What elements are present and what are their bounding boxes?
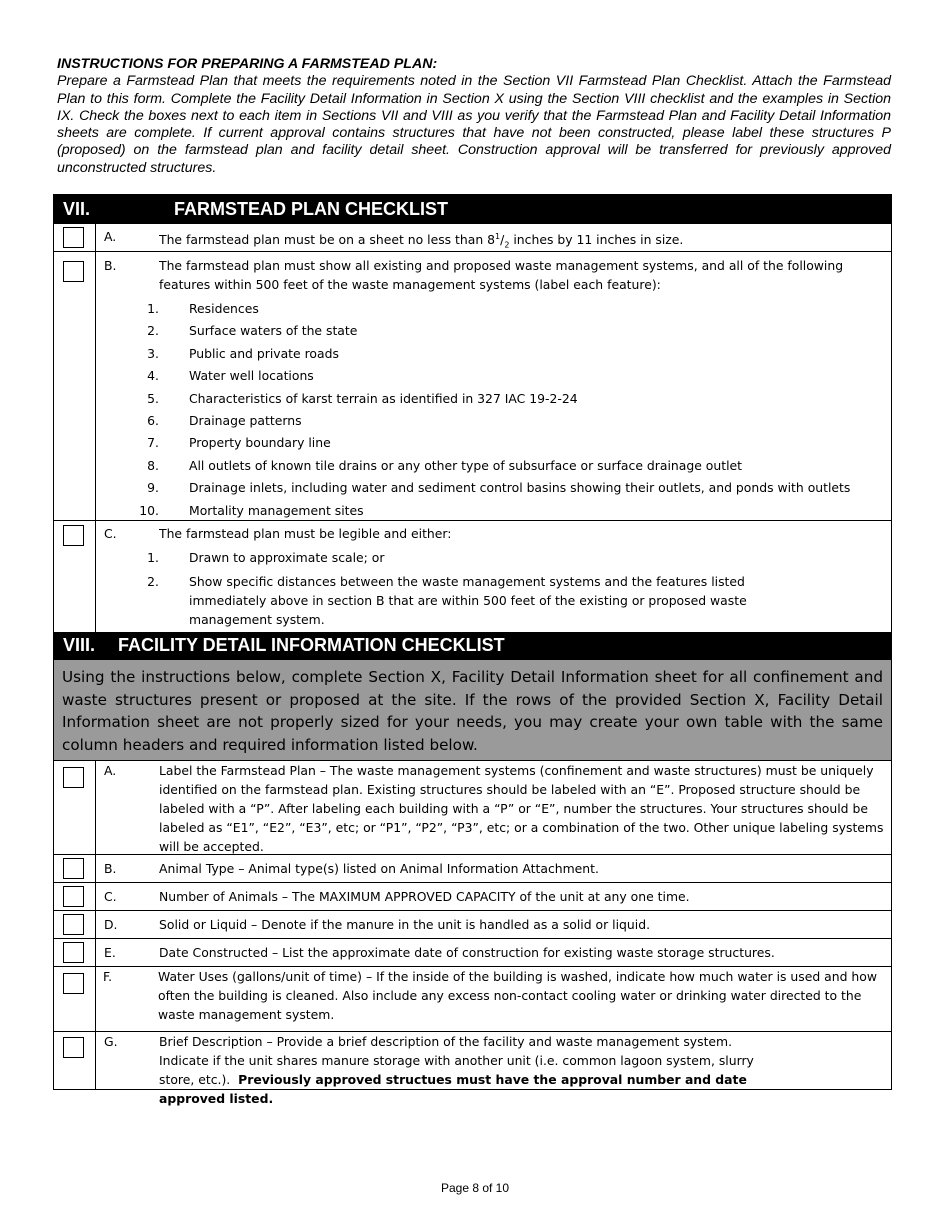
item-text: The farmstead plan must show all existing and proposed waste management systems, and all of the following features within 500 feet of the waste management systems (label each feature):	[159, 258, 844, 292]
checklist-row-viii-d	[54, 910, 891, 938]
checklist-row-viii-e	[54, 938, 891, 966]
list-item: 1. Residences	[147, 301, 259, 316]
section-vii-header	[54, 195, 891, 223]
list-item: 4. Water well locations	[147, 368, 314, 384]
list-item: 8. All outlets of known tile drains or any other type of subsurface or surface drainage outlet	[147, 457, 742, 473]
checklist-row-viii-f	[54, 966, 891, 1031]
checklist-row-viii-b	[54, 854, 891, 882]
checklist-row-viii-a	[54, 760, 891, 854]
section-number: VII.	[63, 199, 91, 219]
list-item: 5. Characteristics of karst terrain as identified in 327 IAC 19-2-24	[147, 390, 578, 406]
item-letter: C.	[104, 526, 117, 541]
item-text: Number of Animals – The MAXIMUM APPROVED CAPACITY of the unit at any one time.	[159, 889, 690, 905]
checkbox[interactable]	[63, 942, 84, 963]
list-item: 2. Surface waters of the state	[147, 323, 358, 339]
checklist-row-vii-b	[54, 251, 891, 520]
item-letter: G.	[104, 1034, 118, 1050]
checkbox[interactable]	[63, 767, 84, 788]
instructions-body: Prepare a Farmstead Plan that meets the requirements noted in the Section VII Farmstead Plan Checklist. Attach the Farmstead Plan to this form. Complete the Facility Detail Information in Section X using the Section VIII checklist and the examples in Section IX. Check the boxes next to each item in Sections VII and VIII as you verify that the Farmstead Plan and Facility Detail Information sheets are complete. If current approval contains structures that have not been constructed, please label these structures P (proposed) on the farmstead plan and facility detail sheet. Construction approval will be transferred for previously approved unconstructed structures.	[57, 73, 891, 176]
list-item: 1. Drawn to approximate scale; or	[147, 550, 385, 565]
list-item: 10. Mortality management sites	[139, 502, 364, 518]
item-letter: F.	[103, 969, 113, 985]
section-viii-header	[54, 632, 891, 659]
checkbox[interactable]	[63, 973, 84, 994]
item-text: Label the Farmstead Plan – The waste management systems (confinement and waste structures) must be uniquely identified on the farmstead plan. Existing structures should be labeled with an “E”. Proposed structure should be labeled with a “P”. After labeling each building with a “P” or “E”, number the structures. Your structures should be labeled as “E1”, “E2”, “E3”, etc; or “P1”, “P2”, “P3”, etc; or a combination of the two. Other unique labeling systems will be accepted.	[159, 763, 884, 855]
item-letter: D.	[104, 917, 118, 933]
section-viii-intro: Using the instructions below, complete Section X, Facility Detail Information sheet for all confinement and waste structures present or proposed at the site. If the rows of the provided Section X, Facility Detail Information sheet are not properly sized for your needs, you may create your own table with the same column headers and required information listed below.	[54, 659, 891, 760]
item-letter: A.	[104, 229, 117, 244]
instructions-title: INSTRUCTIONS FOR PREPARING A FARMSTEAD PLAN:	[57, 56, 438, 72]
item-text: The farmstead plan must be on a sheet no less than $8^1/_2$ inches by 11 inches in size.	[159, 232, 684, 250]
item-text: The farmstead plan must be legible and either:	[159, 526, 452, 541]
checklist-row-vii-c	[54, 520, 891, 632]
item-letter: B.	[104, 258, 117, 273]
item-letter: E.	[104, 945, 116, 961]
item-letter: B.	[104, 861, 117, 877]
list-item: 3. Public and private roads	[147, 345, 339, 361]
instructions	[57, 56, 891, 177]
feature-list	[139, 298, 891, 522]
item-letter: C.	[104, 889, 117, 905]
list-item: 6. Drainage patterns	[147, 413, 302, 429]
section-title: FACILITY DETAIL INFORMATION CHECKLIST	[118, 635, 505, 655]
item-letter: A.	[104, 763, 117, 779]
item-text: Brief Description – Provide a brief description of the facility and waste management system. Indicate if the unit shares manure storage with another unit (i.e. common lagoon system, slurry store, etc.). Previously approved structues must have the approval number and date approved listed.	[159, 1034, 754, 1107]
checklist-row-viii-g	[54, 1031, 891, 1107]
item-text: Animal Type – Animal type(s) listed on Animal Information Attachment.	[159, 861, 599, 877]
item-text: Solid or Liquid – Denote if the manure in the unit is handled as a solid or liquid.	[159, 917, 651, 933]
option-list	[124, 548, 891, 629]
checkbox[interactable]	[63, 261, 84, 282]
page-number: Page 8 of 10	[440, 1181, 510, 1195]
checklist-row-viii-c	[54, 882, 891, 910]
checkbox[interactable]	[63, 914, 84, 935]
section-title: FARMSTEAD PLAN CHECKLIST	[174, 199, 448, 219]
section-number: VIII.	[63, 635, 96, 655]
item-text: Water Uses (gallons/unit of time) – If the inside of the building is washed, indicate how much water is used and how often the building is cleaned. Also include any excess non-contact cooling water or drinking water directed to the waste management system.	[158, 969, 877, 1023]
list-item: 9. Drainage inlets, including water and sediment control basins showing their outlets, and ponds with outlets	[147, 480, 851, 496]
checkbox[interactable]	[63, 858, 84, 879]
item-text: Date Constructed – List the approximate date of construction for existing waste storage structures.	[159, 945, 775, 961]
list-item: 7. Property boundary line	[147, 435, 331, 451]
approval-note: Previously approved structues must have the approval number and date approved listed.	[159, 1072, 747, 1107]
checklist-row-vii-a	[54, 223, 891, 251]
checklist-form	[53, 194, 892, 1107]
checkbox[interactable]	[63, 886, 84, 907]
checkbox[interactable]	[63, 227, 84, 248]
checkbox[interactable]	[63, 1037, 84, 1058]
list-item: 2. Show specific distances between the waste management systems and the features listed immediately above in section B that are within 500 feet of the existing or proposed waste management system.	[147, 574, 747, 627]
checkbox[interactable]	[63, 525, 84, 546]
